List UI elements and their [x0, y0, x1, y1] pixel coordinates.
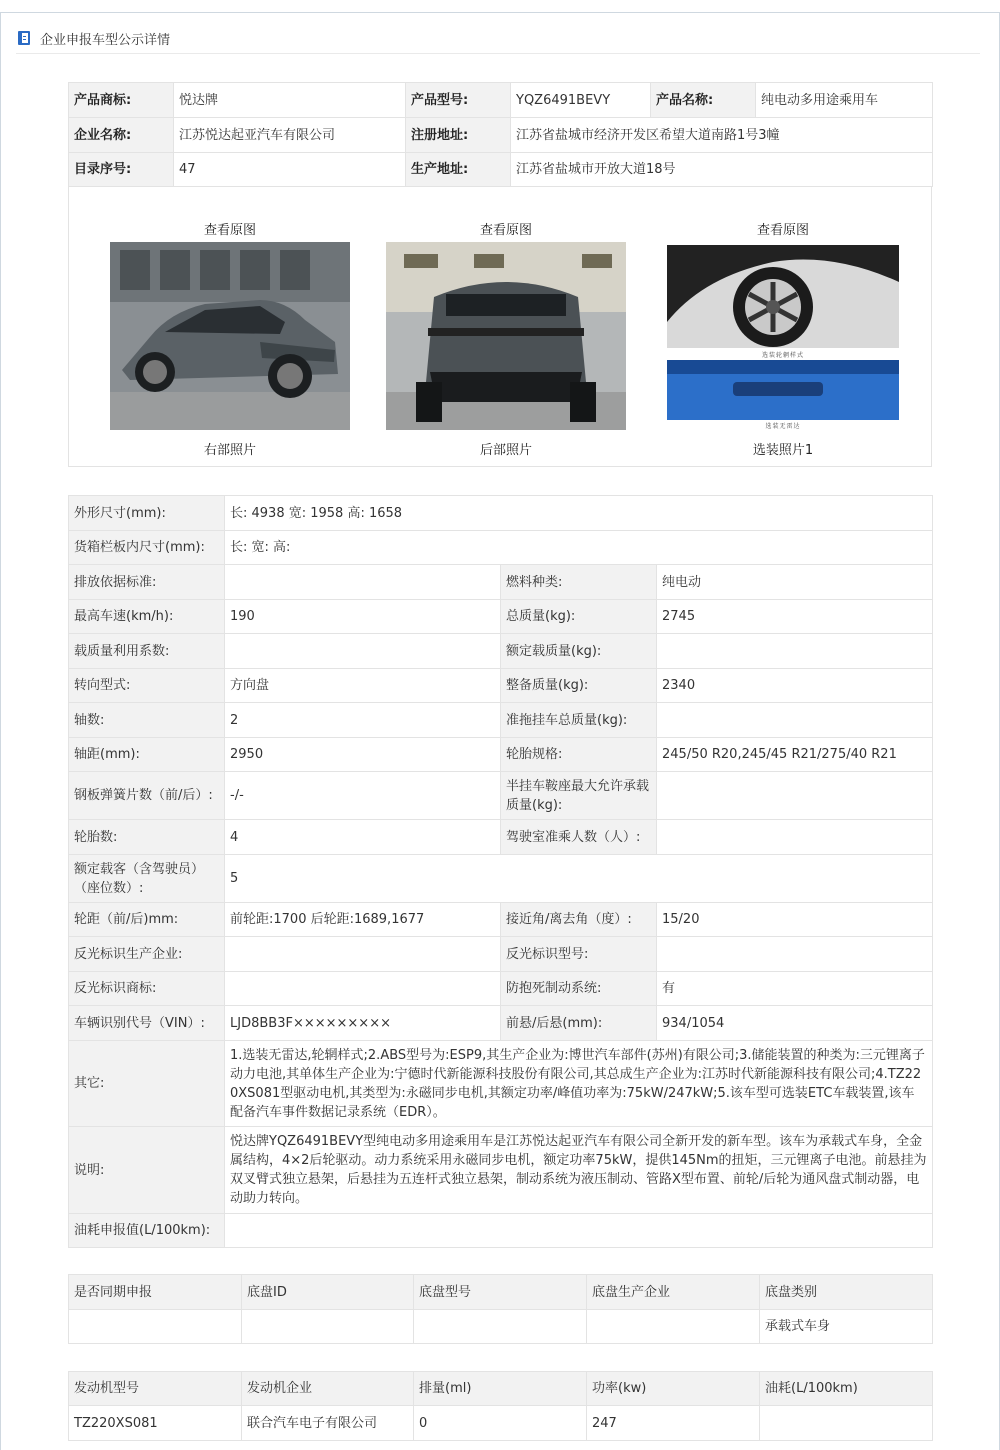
- tire-count-label: 轮胎数:: [69, 820, 225, 855]
- tire-spec-value: 245/50 R20,245/45 R21/275/40 R21: [657, 738, 933, 772]
- reflector-brand-label: 反光标识商标:: [69, 972, 225, 1006]
- angle-label: 接近角/离去角（度）:: [501, 903, 657, 937]
- axles-value: 2: [225, 703, 501, 738]
- chassis-cell-same-period: [69, 1310, 242, 1344]
- prod-address-value: 江苏省盐城市开放大道18号: [511, 153, 933, 187]
- trailer-mass-label: 准拖挂车总质量(kg):: [501, 703, 657, 738]
- tire-spec-label: 轮胎规格:: [501, 738, 657, 772]
- abs-label: 防抱死制动系统:: [501, 972, 657, 1006]
- view-original-link[interactable]: 查看原图: [203, 223, 256, 238]
- chassis-header-maker: 底盘生产企业: [587, 1275, 760, 1310]
- chassis-header-same-period: 是否同期申报: [69, 1275, 242, 1310]
- engine-header-maker: 发动机企业: [242, 1372, 414, 1406]
- track-value: 前轮距:1700 后轮距:1689,1677: [225, 903, 501, 937]
- vin-label: 车辆识别代号（VIN）:: [69, 1006, 225, 1041]
- other-value: 1.选装无雷达,轮辋样式;2.ABS型号为:ESP9,其生产企业为:博世汽车部件(苏州)有限公司;3.储能装置的种类为:三元锂离子动力电池,其单体生产企业为:宁德时代新能源科技股份有限公司,其总成生产企业为:江苏时代新能源科技有限公司;4.TZ220XS081型驱动电机,其类型为:永磁同步电机,其额定功率/峰值功率为:75kW/247kW;5.该车型可选装ETC车载装置,该车配备汽车事件数据记录系统（EDR）。: [225, 1041, 933, 1127]
- model-label: 产品型号:: [406, 83, 511, 118]
- max-speed-label: 最高车速(km/h):: [69, 600, 225, 634]
- view-original-link[interactable]: 查看原图: [756, 223, 809, 238]
- load-coef-label: 载质量利用系数:: [69, 634, 225, 669]
- description-value: 悦达牌YQZ6491BEVY型纯电动多用途乘用车是江苏悦达起亚汽车有限公司全新开发的新车型。该车为承载式车身，全金属结构，4×2后轮驱动。动力系统采用永磁同步电机，额定功率75kW，提供145Nm的扭矩，三元锂离子电池。前悬挂为双叉臂式独立悬架，后悬挂为五连杆式独立悬架，制动系统为液压制动、管路X型布置、前轮/后轮为通风盘式制动器，电动助力转向。: [225, 1127, 933, 1214]
- saddle-load-label: 半挂车鞍座最大允许承载质量(kg):: [501, 772, 657, 820]
- reflector-model-label: 反光标识型号:: [501, 937, 657, 972]
- company-value: 江苏悦达起亚汽车有限公司: [174, 118, 406, 153]
- cargo-label: 货箱栏板内尺寸(mm):: [69, 531, 225, 565]
- engine-cell-displacement: 0: [414, 1406, 587, 1441]
- curb-mass-value: 2340: [657, 669, 933, 703]
- cab-occupancy-label: 驾驶室准乘人数（人）:: [501, 820, 657, 855]
- book-icon: [18, 31, 30, 45]
- abs-value: 有: [657, 972, 933, 1006]
- page-header: [18, 28, 170, 48]
- basic-info-table: [68, 82, 933, 187]
- fuel-consumption-value: [225, 1214, 933, 1248]
- spring-label: 钢板弹簧片数（前/后）:: [69, 772, 225, 820]
- trailer-mass-value: [657, 703, 933, 738]
- overhang-label: 前悬/后悬(mm):: [501, 1006, 657, 1041]
- prod-address-label: 生产地址:: [406, 153, 511, 187]
- other-label: 其它:: [69, 1041, 225, 1127]
- right-photo-caption: 右部照片: [203, 443, 256, 458]
- seats-label: 额定载客（含驾驶员）（座位数）:: [69, 855, 225, 903]
- max-speed-value: 190: [225, 600, 501, 634]
- fuel-type-label: 燃料种类:: [501, 565, 657, 600]
- catalog-label: 目录序号:: [69, 153, 174, 187]
- table-row: [69, 1406, 933, 1441]
- engine-cell-model: TZ220XS081: [69, 1406, 242, 1441]
- product-name-label: 产品名称:: [651, 83, 756, 118]
- wheelbase-label: 轴距(mm):: [69, 738, 225, 772]
- view-original-link[interactable]: 查看原图: [479, 223, 532, 238]
- steering-label: 转向型式:: [69, 669, 225, 703]
- dims-value: 长: 4938 宽: 1958 高: 1658: [225, 496, 933, 531]
- spec-table: [68, 495, 933, 1248]
- chassis-header-id: 底盘ID: [242, 1275, 414, 1310]
- axles-label: 轴数:: [69, 703, 225, 738]
- emission-value: [225, 565, 501, 600]
- total-mass-label: 总质量(kg):: [501, 600, 657, 634]
- rated-load-value: [657, 634, 933, 669]
- fuel-consumption-label: 油耗申报值(L/100km):: [69, 1214, 225, 1248]
- cab-occupancy-value: [657, 820, 933, 855]
- chassis-table: [68, 1274, 933, 1344]
- brand-value: 悦达牌: [174, 83, 406, 118]
- reflector-maker-label: 反光标识生产企业:: [69, 937, 225, 972]
- chassis-header-model: 底盘型号: [414, 1275, 587, 1310]
- reg-address-label: 注册地址:: [406, 118, 511, 153]
- wheelbase-value: 2950: [225, 738, 501, 772]
- reflector-brand-value: [225, 972, 501, 1006]
- product-name-value: 纯电动多用途乘用车: [756, 83, 933, 118]
- load-coef-value: [225, 634, 501, 669]
- right-side-photo[interactable]: [110, 242, 350, 430]
- angle-value: 15/20: [657, 903, 933, 937]
- catalog-value: 47: [174, 153, 406, 187]
- spring-value: -/-: [225, 772, 501, 820]
- company-label: 企业名称:: [69, 118, 174, 153]
- emission-label: 排放依据标准:: [69, 565, 225, 600]
- option-photo[interactable]: [663, 242, 903, 430]
- dims-label: 外形尺寸(mm):: [69, 496, 225, 531]
- reflector-maker-value: [225, 937, 501, 972]
- vin-value: LJD8BB3F×××××××××: [225, 1006, 501, 1041]
- table-row: [69, 1310, 933, 1344]
- page-title: 企业申报车型公示详情: [40, 32, 171, 48]
- engine-cell-maker: 联合汽车电子有限公司: [242, 1406, 414, 1441]
- rear-photo-caption: 后部照片: [479, 443, 532, 458]
- header-divider: [16, 53, 980, 54]
- chassis-cell-model: [414, 1310, 587, 1344]
- reflector-model-value: [657, 937, 933, 972]
- curb-mass-label: 整备质量(kg):: [501, 669, 657, 703]
- engine-header-fuel: 油耗(L/100km): [760, 1372, 933, 1406]
- photo-gallery: [68, 187, 932, 467]
- option-photo-caption: 选装照片1: [752, 443, 814, 458]
- description-label: 说明:: [69, 1127, 225, 1214]
- rated-load-label: 额定载质量(kg):: [501, 634, 657, 669]
- fuel-type-value: 纯电动: [657, 565, 933, 600]
- brand-label: 产品商标:: [69, 83, 174, 118]
- reg-address-value: 江苏省盐城市经济开发区希望大道南路1号3幢: [511, 118, 933, 153]
- option-sub-caption-rim: 选装轮辋样式: [761, 352, 804, 359]
- rear-photo[interactable]: [386, 242, 626, 430]
- track-label: 轮距（前/后)mm:: [69, 903, 225, 937]
- cargo-value: 长: 宽: 高:: [225, 531, 933, 565]
- engine-header-power: 功率(kw): [587, 1372, 760, 1406]
- saddle-load-value: [657, 772, 933, 820]
- option-sub-caption-radar: 选装无雷达: [765, 423, 801, 430]
- steering-value: 方向盘: [225, 669, 501, 703]
- overhang-value: 934/1054: [657, 1006, 933, 1041]
- chassis-cell-maker: [587, 1310, 760, 1344]
- model-value: YQZ6491BEVY: [511, 83, 651, 118]
- engine-cell-power: 247: [587, 1406, 760, 1441]
- chassis-cell-category: 承载式车身: [760, 1310, 933, 1344]
- engine-table: [68, 1371, 933, 1441]
- tire-count-value: 4: [225, 820, 501, 855]
- chassis-header-category: 底盘类别: [760, 1275, 933, 1310]
- seats-value: 5: [225, 855, 933, 903]
- engine-cell-fuel: [760, 1406, 933, 1441]
- total-mass-value: 2745: [657, 600, 933, 634]
- engine-header-model: 发动机型号: [69, 1372, 242, 1406]
- engine-header-displacement: 排量(ml): [414, 1372, 587, 1406]
- chassis-cell-id: [242, 1310, 414, 1344]
